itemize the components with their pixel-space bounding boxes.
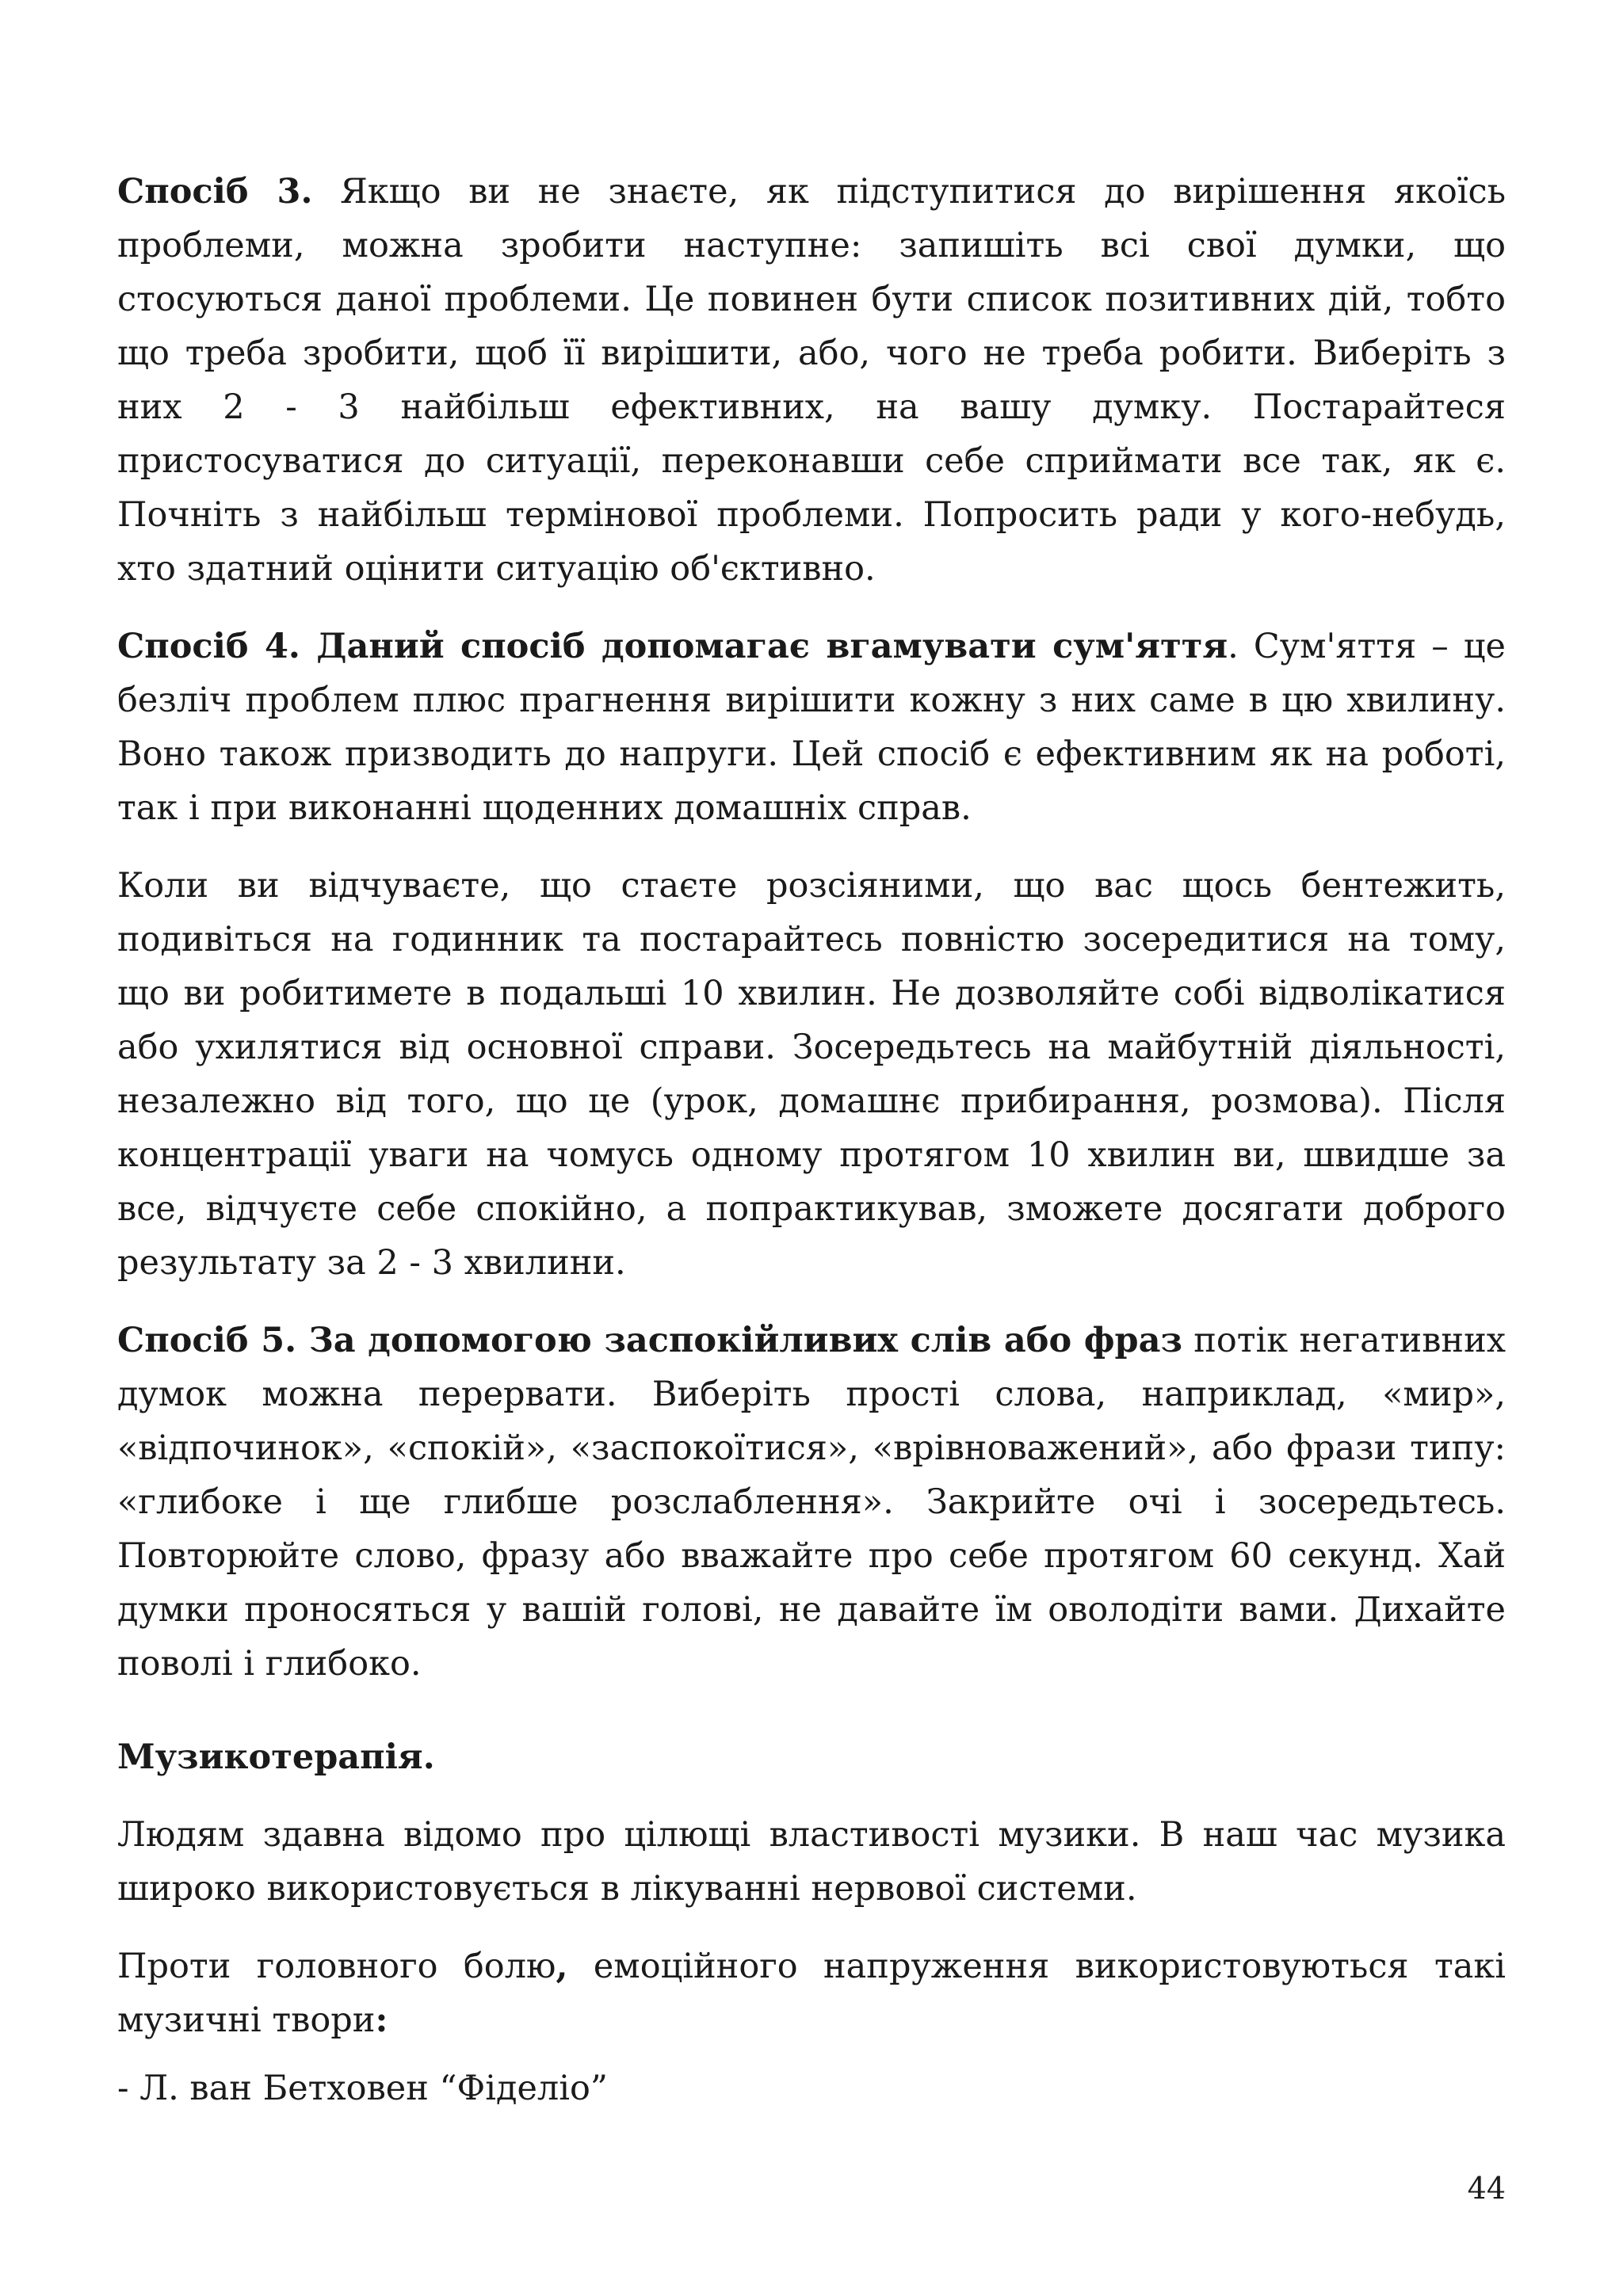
list-intro-text-a: Проти головного болю: [117, 1947, 556, 1986]
list-intro-text-b: емоційного напруження використовуються такі музичні твори: [117, 1947, 1506, 2040]
list-intro-colon: :: [375, 2000, 388, 2040]
paragraph-music-intro: Людям здавна відомо про цілющі властивості музики. В наш час музика широко використовується в лікуванні нервової системи.: [117, 1815, 1506, 1909]
paragraph-method-4: [117, 620, 1506, 835]
method-3-title: Спосіб 3.: [117, 172, 313, 212]
paragraph-method-4-details: [117, 859, 1506, 1290]
section-heading-music-therapy: Музикотерапія.: [117, 1737, 435, 1777]
method-5-text: потік негативних думок можна перервати. Виберіть прості слова, наприклад, «мир», «відпочинок», «спокій», «заспокоїтися», «врівноважений», або фрази типу: «глибоке і ще глибше розслаблення». Закрийте очі і зосередьтесь. Повторюйте слово, фразу або вважайте про себе протягом 60 секунд. Хай думки проносяться у вашій голові, не давайте їм оволодіти вами. Дихайте поволі і глибоко.: [117, 1321, 1506, 1684]
page-content: [117, 165, 1506, 2115]
method-4-title: Спосіб 4. Даний спосіб допомагає вгамувати сум'яття: [117, 627, 1228, 666]
method-3-text: Якщо ви не знаєте, як підступитися до вирішення якоїсь проблеми, можна зробити наступне: запишіть всі свої думки, що стосуються даної проблеми. Це повинен бути список позитивних дій, тобто що треба зробити, щоб її вирішити, або, чого не треба робити. Виберіть з них 2 - 3 найбільш ефективних, на вашу думку. Постарайтеся пристосуватися до ситуації, переконавши себе сприймати все так, як є. Почніть з найбільш термінової проблеми. Попросить ради у кого-небудь, хто здатний оцінити ситуацію об'єктивно.: [117, 172, 1507, 589]
page-number: 44: [1467, 2171, 1506, 2206]
list-intro-separator: ,: [556, 1947, 568, 1986]
paragraph-method-5: [117, 1314, 1506, 1691]
paragraph-music-list-intro: [117, 1939, 1506, 2047]
paragraph-method-3: [117, 165, 1506, 596]
method-5-title: Спосіб 5. За допомогою заспокійливих слів або фраз: [117, 1321, 1182, 1360]
method-4-details-text: Коли ви відчуваєте, що стаєте розсіяними, що вас щось бентежить, подивіться на годинник та постарайтесь повністю зосередитися на тому, що ви робитимете в подальші 10 хвилин. Не дозволяйте собі відволікатися або ухилятися від основної справи. Зосередьтесь на майбутній діяльності, незалежно від того, що це (урок, домашнє прибирання, розмова). Після концентрації уваги на чомусь одному протягом 10 хвилин ви, швидше за все, відчуєте себе спокійно, а попрактикував, зможете досягати доброго результату за 2 - 3 хвилини.: [117, 866, 1506, 1283]
list-item: - Л. ван Бетховен “Фіделіо”: [117, 2069, 608, 2108]
method-4-text: . Сум'яття – це безліч проблем плюс прагнення вирішити кожну з них саме в цю хвилину. Воно також призводить до напруги. Цей спосіб є ефективним як на роботі, так і при виконанні щоденних домашніх справ.: [117, 627, 1506, 828]
